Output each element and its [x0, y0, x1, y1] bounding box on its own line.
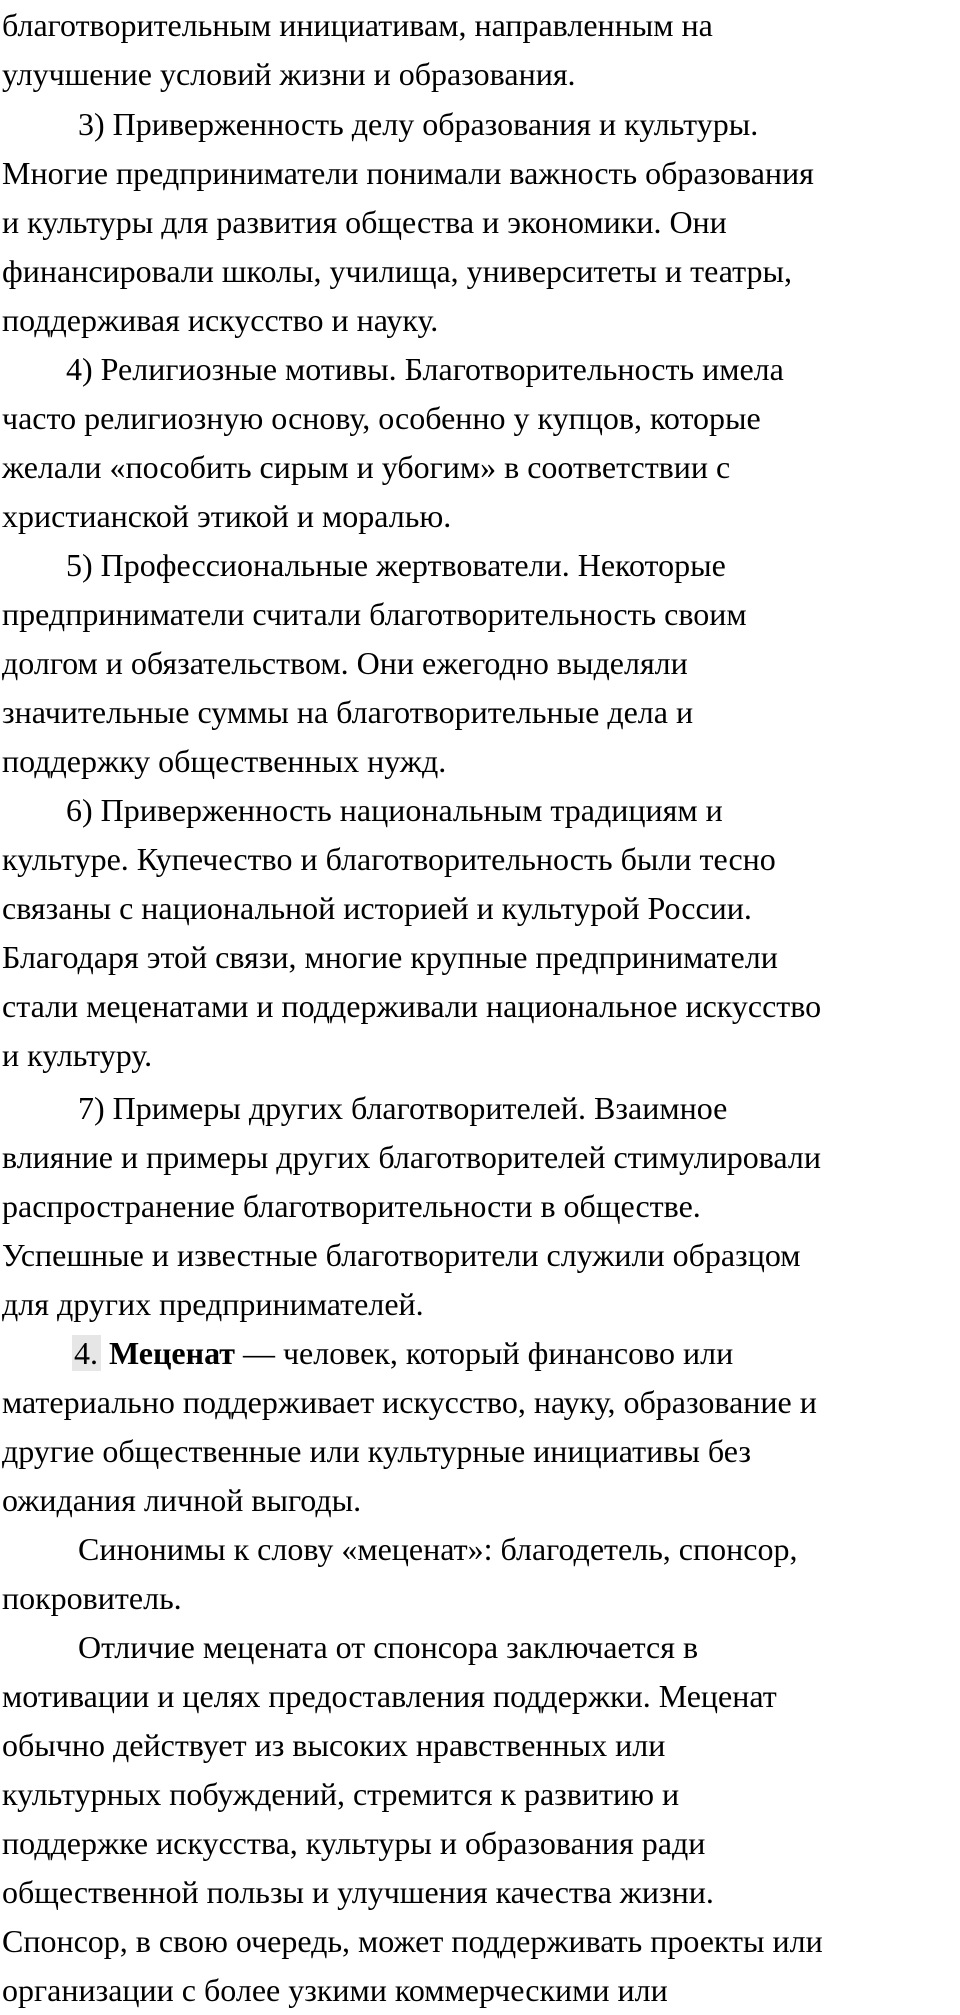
- defined-term: Меценат: [109, 1335, 235, 1371]
- text-line: Спонсор, в свою очередь, может поддерживать проекты или: [2, 1923, 823, 1959]
- text-line: долгом и обязательством. Они ежегодно выделяли: [2, 645, 688, 681]
- text-line: благотворительным инициативам, направленным на: [2, 7, 713, 43]
- section-number: 4.: [72, 1335, 101, 1371]
- text-line: поддержку общественных нужд.: [2, 743, 447, 779]
- text-line: улучшение условий жизни и образования.: [2, 56, 576, 92]
- text-line: и культуры для развития общества и экономики. Они: [2, 204, 727, 240]
- text-line: Благодаря этой связи, многие крупные предприниматели: [2, 939, 778, 975]
- text-line: поддерживая искусство и науку.: [2, 302, 439, 338]
- synonyms-paragraph: Синонимы к слову «меценат»: благодетель, спонсор,: [78, 1531, 798, 1567]
- text-line: влияние и примеры других благотворителей стимулировали: [2, 1139, 821, 1175]
- text-line: Многие предприниматели понимали важность образования: [2, 155, 814, 191]
- text-line: поддержке искусства, культуры и образования ради: [2, 1825, 706, 1861]
- text-line: материально поддерживает искусство, науку, образование и: [2, 1384, 817, 1420]
- text-line: значительные суммы на благотворительные дела и: [2, 694, 694, 730]
- list-item-7-heading: 7) Примеры других благотворителей. Взаимное: [78, 1090, 728, 1126]
- list-item-3-heading: 3) Приверженность делу образования и культуры.: [78, 106, 759, 142]
- text-line: Успешные и известные благотворители служили образцом: [2, 1237, 801, 1273]
- text-line: для других предпринимателей.: [2, 1286, 424, 1322]
- text-line: культурных побуждений, стремится к развитию и: [2, 1776, 680, 1812]
- text-line: христианской этикой и моралью.: [2, 498, 452, 534]
- definition-heading: [72, 1329, 733, 1378]
- text-line: общественной пользы и улучшения качества жизни.: [2, 1874, 714, 1910]
- text-line: обычно действует из высоких нравственных или: [2, 1727, 666, 1763]
- difference-paragraph: Отличие мецената от спонсора заключается в: [78, 1629, 699, 1665]
- text-line: покровитель.: [2, 1580, 182, 1616]
- text-line: организации с более узкими коммерческими или: [2, 1972, 668, 2008]
- text-line: желали «пособить сирым и убогим» в соответствии с: [2, 449, 731, 485]
- list-item-4-heading: 4) Религиозные мотивы. Благотворительность имела: [66, 351, 784, 387]
- text-line: часто религиозную основу, особенно у купцов, которые: [2, 400, 761, 436]
- definition-text: — человек, который финансово или: [234, 1335, 734, 1371]
- text-line: и культуру.: [2, 1037, 153, 1073]
- text-line: связаны с национальной историей и культурой России.: [2, 890, 752, 926]
- text-line: культуре. Купечество и благотворительность были тесно: [2, 841, 776, 877]
- text-line: предприниматели считали благотворительность своим: [2, 596, 747, 632]
- text-line: стали меценатами и поддерживали национальное искусство: [2, 988, 822, 1024]
- text-line: ожидания личной выгоды.: [2, 1482, 362, 1518]
- list-item-5-heading: 5) Профессиональные жертвователи. Некоторые: [66, 547, 726, 583]
- text-line: мотивации и целях предоставления поддержки. Меценат: [2, 1678, 777, 1714]
- list-item-6-heading: 6) Приверженность национальным традициям и: [66, 792, 723, 828]
- text-line: другие общественные или культурные инициативы без: [2, 1433, 751, 1469]
- text-line: финансировали школы, училища, университеты и театры,: [2, 253, 792, 289]
- text-line: распространение благотворительности в обществе.: [2, 1188, 701, 1224]
